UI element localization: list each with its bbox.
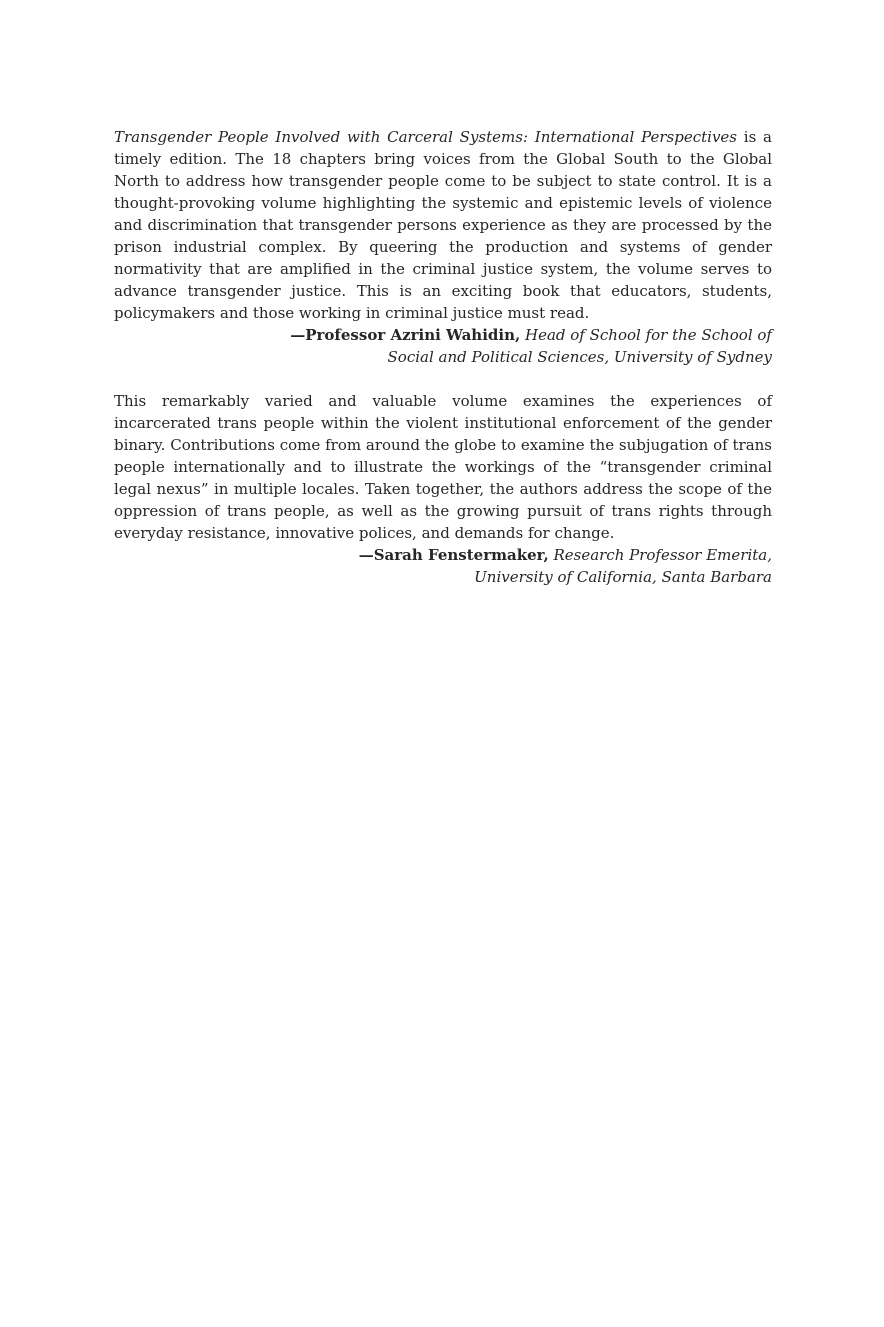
endorser-role: Head of School for the School of xyxy=(525,326,772,344)
endorsements-section xyxy=(114,126,772,610)
endorsement-quote xyxy=(114,390,772,544)
endorsement-text: This remarkably varied and valuable volume examines the experiences of incarcerated trans people within the violent institutional enforcement of the gender binary. Contributions come from around the globe to examine the subjugation of trans people internationally and to illustrate the workings of the “transgender criminal legal nexus” in multiple locales. Taken together, the authors address the scope of the oppression of trans people, as well as the growing pursuit of trans rights through everyday resistance, innovative polices, and demands for change. xyxy=(114,392,772,542)
endorsement-text: is a timely edition. The 18 chapters bring voices from the Global South to the Global North to address how transgender people come to be subject to state control. It is a thought-provoking volume highlighting the systemic and epistemic levels of violence and discrimination that transgender persons experience as they are processed by the prison industrial complex. By queering the production and systems of gender normativity that are amplified in the criminal justice system, the volume serves to advance transgender justice. This is an exciting book that educators, students, policymakers and those working in criminal justice must read. xyxy=(114,128,772,322)
endorsement-quote xyxy=(114,126,772,324)
endorsement-wahidin xyxy=(114,126,772,368)
endorsement-attribution xyxy=(114,544,772,566)
endorser-affiliation: Social and Political Sciences, University of Sydney xyxy=(387,348,772,366)
endorsement-attribution xyxy=(114,324,772,346)
endorser-name: —Sarah Fenstermaker, xyxy=(358,546,549,564)
book-title: Transgender People Involved with Carceral Systems: International Perspectives xyxy=(114,128,737,146)
endorsement-affiliation xyxy=(114,566,772,588)
endorser-affiliation: University of California, Santa Barbara xyxy=(474,568,772,586)
endorser-name: —Professor Azrini Wahidin, xyxy=(290,326,521,344)
endorsement-fenstermaker xyxy=(114,390,772,588)
endorser-role: Research Professor Emerita, xyxy=(553,546,772,564)
endorsement-affiliation xyxy=(114,346,772,368)
